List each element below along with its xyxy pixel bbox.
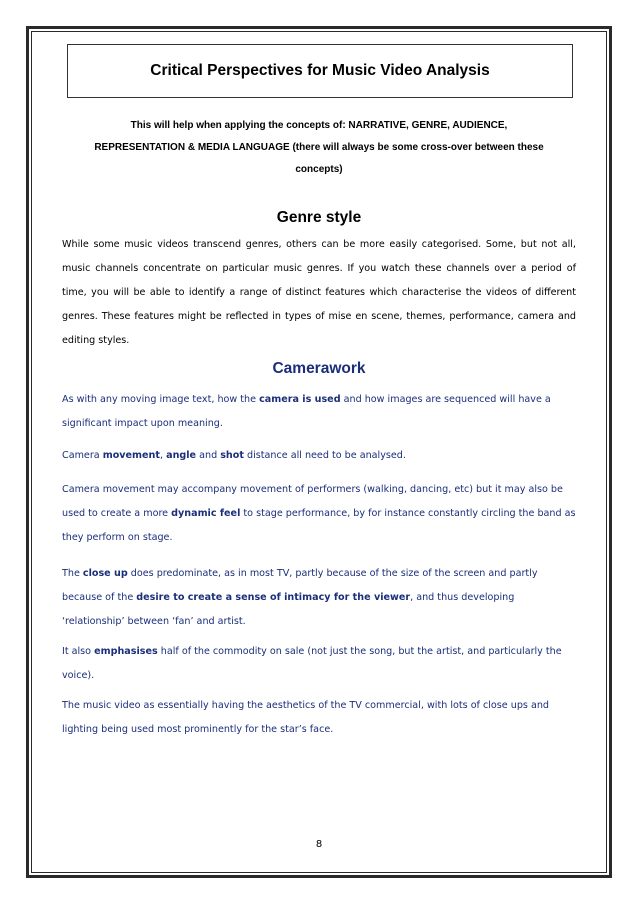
camerawork-paragraph-1: As with any moving image text, how the camera is used and how images are sequenced will have a significant impact upon meaning. bbox=[62, 394, 551, 429]
emphasis-desire-intimacy: desire to create a sense of intimacy for the viewer bbox=[136, 592, 411, 603]
genre-heading: Genre style bbox=[276, 209, 362, 226]
page-title: Critical Perspectives for Music Video Analysis bbox=[150, 62, 490, 79]
camerawork-paragraph-5: It also emphasises half of the commodity on sale (not just the song, but the artist, and particularly the voice). bbox=[62, 646, 562, 681]
emphasis-shot: shot bbox=[220, 450, 244, 461]
emphasis-movement: movement bbox=[102, 450, 160, 461]
camerawork-paragraph-6: The music video as essentially having the aesthetics of the TV commercial, with lots of close ups and lighting being used most prominently for the star’s face. bbox=[62, 700, 550, 735]
emphasis-close-up: close up bbox=[82, 568, 128, 579]
camerawork-paragraph-3: Camera movement may accompany movement of performers (walking, dancing, etc) but it may also be used to create a more dynamic feel to stage performance, by for instance constantly circling the band as they perform on stage. bbox=[62, 484, 576, 543]
intro-line-1: This will help when applying the concepts of: NARRATIVE, GENRE, AUDIENCE, bbox=[130, 120, 508, 131]
emphasis-angle: angle bbox=[166, 450, 197, 461]
emphasis-dynamic-feel: dynamic feel bbox=[171, 508, 241, 519]
camerawork-paragraph-4: The close up does predominate, as in most TV, partly because of the size of the screen and partly because of the desire to create a sense of intimacy for the viewer, and thus developing ‘relationship’ between ‘fan’ and artist. bbox=[62, 568, 538, 627]
camerawork-heading: Camerawork bbox=[272, 360, 366, 377]
intro-line-2: REPRESENTATION & MEDIA LANGUAGE (there will always be some cross-over between these bbox=[94, 142, 544, 153]
intro-line-3: concepts) bbox=[295, 164, 343, 175]
page-number: 8 bbox=[315, 839, 323, 850]
emphasis-emphasises: emphasises bbox=[94, 646, 158, 657]
intro-text bbox=[62, 115, 576, 181]
camerawork-paragraph-2: Camera movement, angle and shot distance all need to be analysed. bbox=[62, 450, 406, 461]
genre-paragraph: While some music videos transcend genres, others can be more easily categorised. Some, but not all, music channels concentrate on particular music genres. If you watch these channels over a period of time, you will be able to identify a range of distinct features which characterise the videos of different genres. These features might be reflected in types of mise en scene, themes, performance, camera and editing styles. bbox=[62, 239, 576, 346]
emphasis-camera-is-used: camera is used bbox=[259, 394, 341, 405]
title-box bbox=[67, 44, 573, 98]
